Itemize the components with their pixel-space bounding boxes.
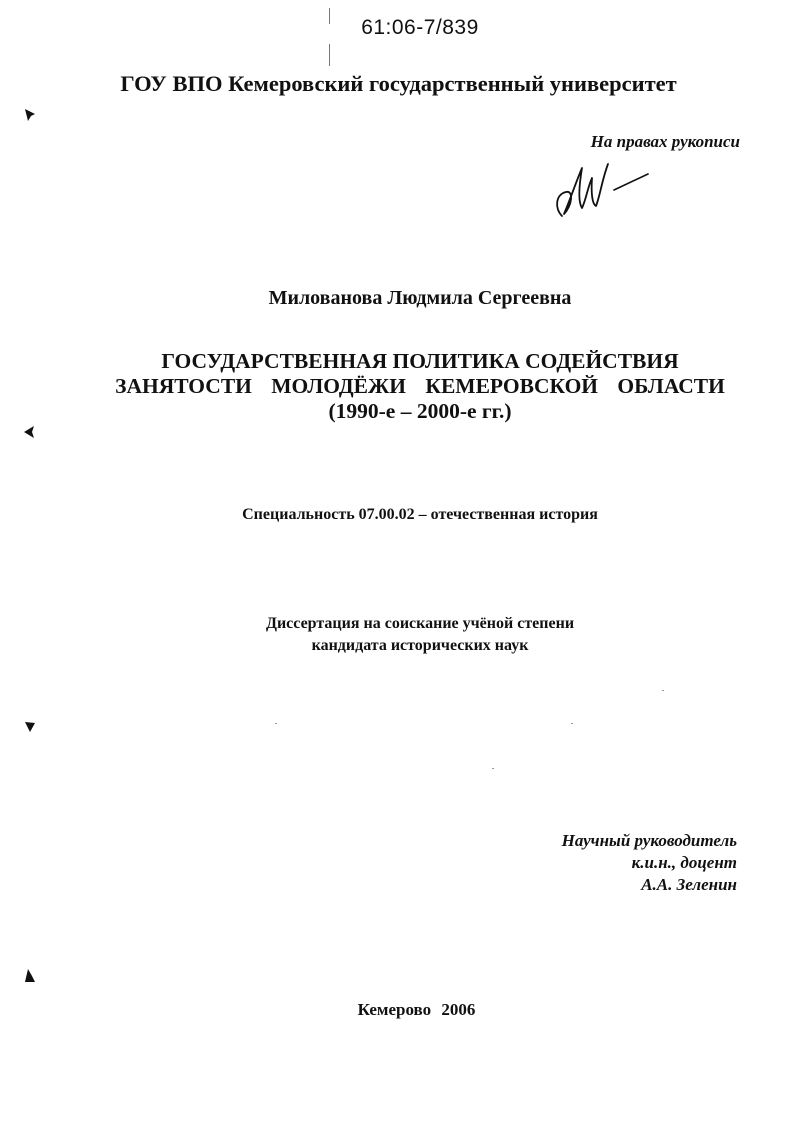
signature-handwritten — [548, 156, 658, 222]
degree-statement — [0, 613, 797, 657]
binding-hole-mark-3 — [22, 719, 38, 735]
scan-speck — [662, 690, 664, 691]
year: 2006 — [441, 1000, 476, 1019]
supervisor-credentials: к.и.н., доцент — [631, 853, 737, 872]
catalog-number: 61:06-7/839 — [361, 16, 479, 39]
binding-hole-mark-4 — [22, 967, 38, 985]
degree-line-2: кандидата исторических наук — [311, 637, 529, 654]
author-name: Милованова Людмила Сергеевна — [268, 287, 572, 309]
title-line-3: (1990-е – 2000-е гг.) — [328, 399, 512, 423]
supervisor-role: Научный руководитель — [561, 831, 737, 850]
scan-speck — [275, 723, 277, 724]
scan-speck — [492, 768, 494, 769]
university-name: ГОУ ВПО Кемеровский государственный университет — [120, 71, 677, 96]
title-line-2: ЗАНЯТОСТИ МОЛОДЁЖИ КЕМЕРОВСКОЙ ОБЛАСТИ — [115, 374, 725, 398]
manuscript-rights-note: На правах рукописи — [590, 132, 740, 151]
title-line-1: ГОСУДАРСТВЕННАЯ ПОЛИТИКА СОДЕЙСТВИЯ — [161, 349, 679, 373]
city: Кемерово — [357, 1000, 432, 1019]
binding-hole-mark-1 — [22, 107, 38, 123]
city-and-year — [0, 1000, 797, 1020]
scan-speck — [571, 723, 573, 724]
specialty-line: Специальность 07.00.02 – отечественная история — [242, 506, 598, 523]
degree-line-1: Диссертация на соискание учёной степени — [265, 615, 575, 632]
binding-hole-mark-2 — [22, 424, 38, 440]
scan-line-top — [329, 8, 330, 24]
scan-line-bottom — [329, 44, 330, 66]
dissertation-title — [0, 349, 797, 424]
scientific-supervisor — [480, 830, 737, 896]
supervisor-name: А.А. Зеленин — [641, 875, 737, 894]
